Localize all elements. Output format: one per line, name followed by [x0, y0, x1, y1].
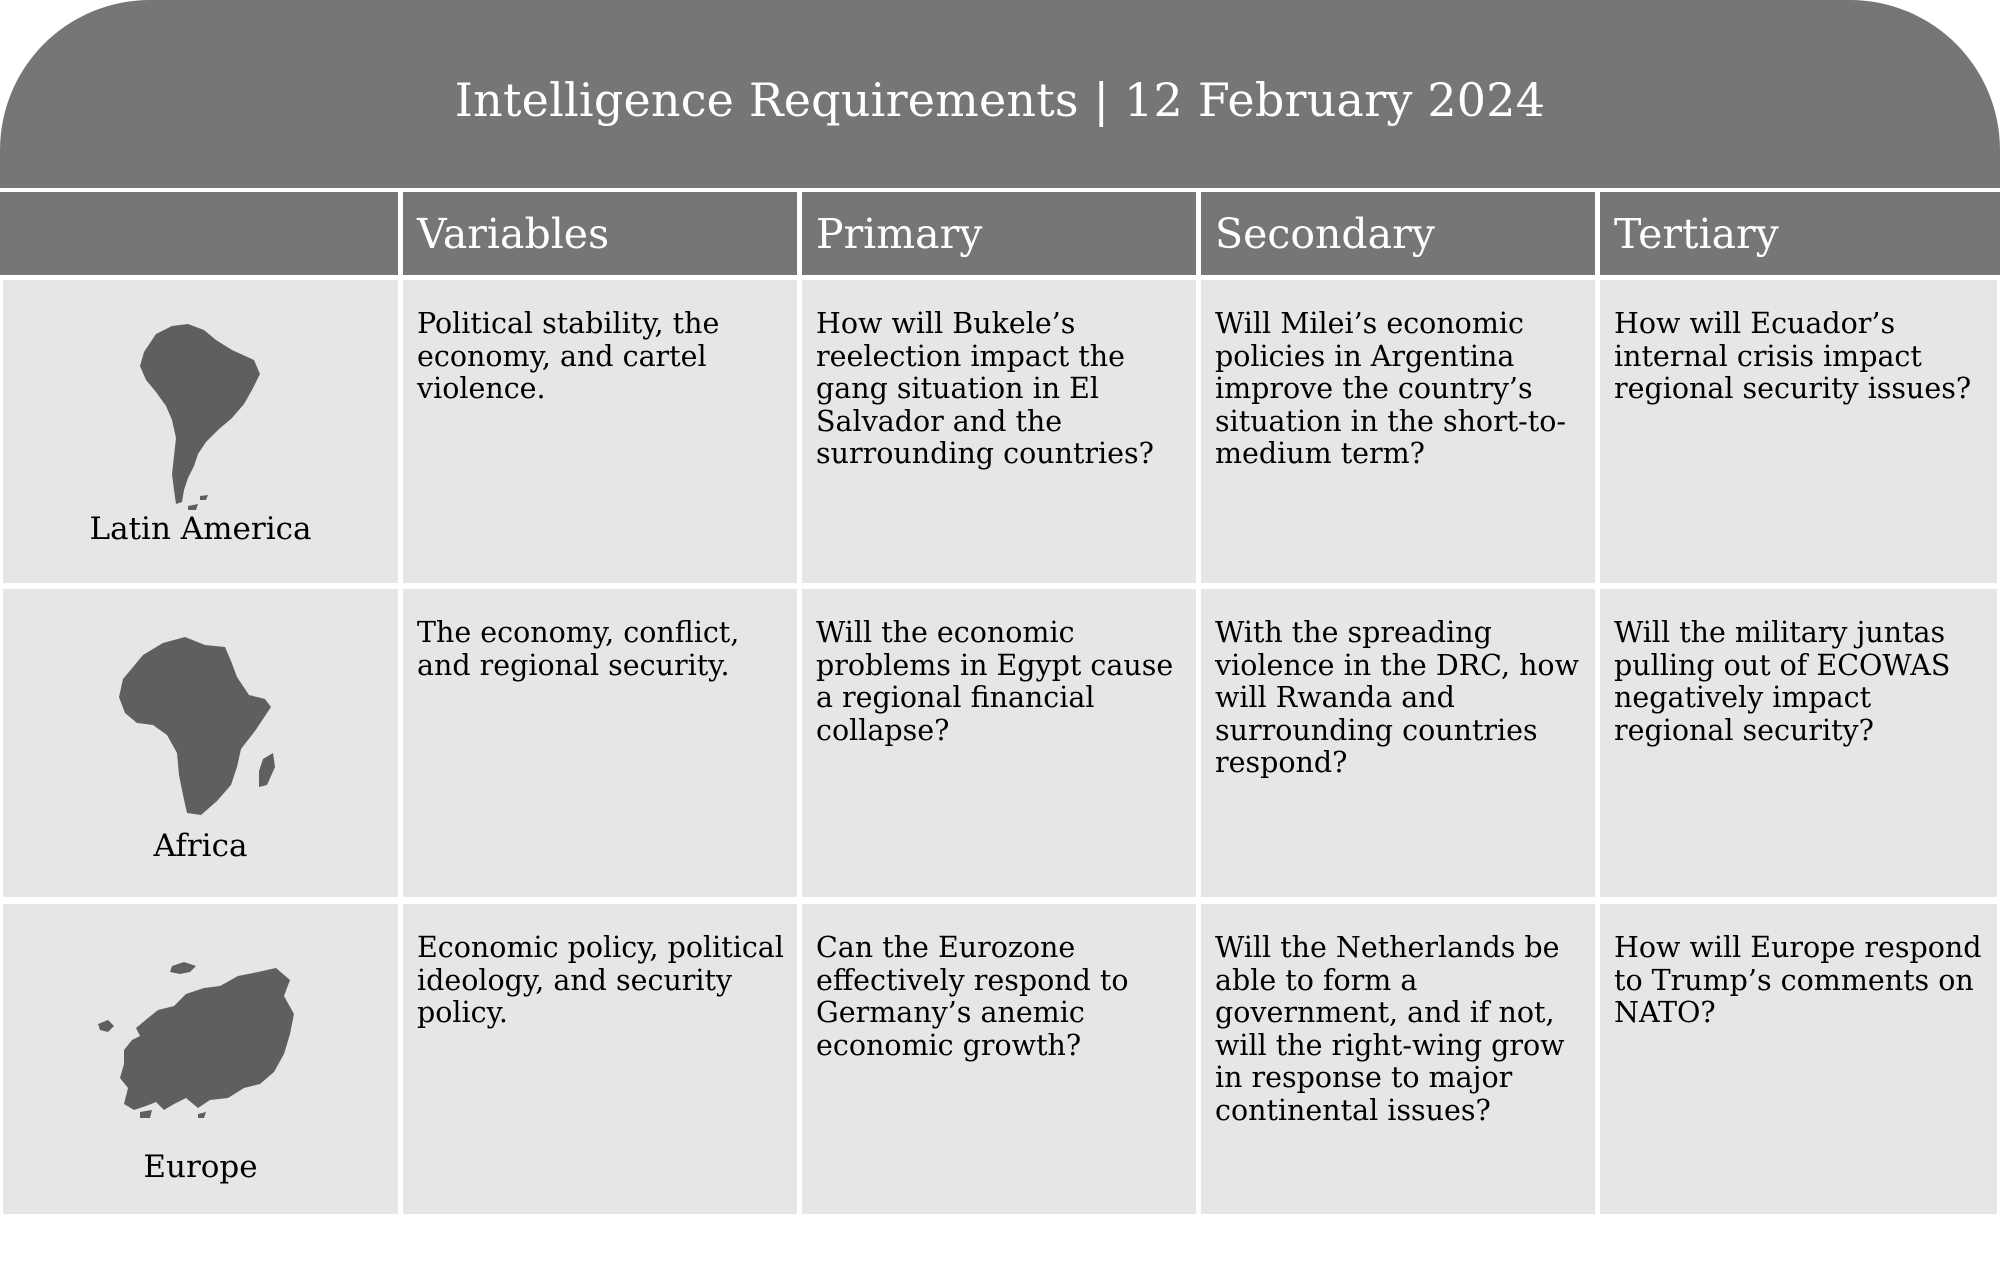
region-label: Latin America: [89, 511, 312, 547]
region-cell-latin-america: [3, 280, 398, 583]
column-header-tertiary: Tertiary: [1600, 192, 2000, 275]
africa-map-icon: [3, 633, 398, 823]
region-cell-africa: [3, 589, 398, 897]
page-title: Intelligence Requirements | 12 February 2024: [454, 73, 1546, 127]
cell-latin-america-primary: How will Bukele’s reelection impact the gang situation in El Salvador and the surrounding countries?: [802, 280, 1196, 583]
region-cell-europe: [3, 904, 398, 1214]
cell-europe-secondary: Will the Netherlands be able to form a government, and if not, will the right-wing grow in response to major continental issues?: [1201, 904, 1595, 1214]
cell-europe-tertiary: How will Europe respond to Trump’s comments on NATO?: [1600, 904, 1997, 1214]
cell-africa-tertiary: Will the military juntas pulling out of ECOWAS negatively impact regional security?: [1600, 589, 1997, 897]
south-america-map-icon: [3, 320, 398, 514]
europe-map-icon: [3, 960, 398, 1124]
cell-europe-primary: Can the Eurozone effectively respond to Germany’s anemic economic growth?: [802, 904, 1196, 1214]
header-corner: [0, 192, 398, 275]
cell-latin-america-tertiary: How will Ecuador’s internal crisis impact regional security issues?: [1600, 280, 1997, 583]
cell-latin-america-secondary: Will Milei’s economic policies in Argentina improve the country’s situation in the short-to-medium term?: [1201, 280, 1595, 583]
region-label: Africa: [153, 828, 248, 864]
column-header-variables: Variables: [403, 192, 797, 275]
cell-africa-variables: The economy, conflict, and regional security.: [403, 589, 797, 897]
column-header-primary: Primary: [802, 192, 1196, 275]
column-header-secondary: Secondary: [1201, 192, 1595, 275]
region-label: Europe: [143, 1149, 258, 1185]
cell-europe-variables: Economic policy, political ideology, and security policy.: [403, 904, 797, 1214]
cell-latin-america-variables: Political stability, the economy, and cartel violence.: [403, 280, 797, 583]
cell-africa-secondary: With the spreading violence in the DRC, how will Rwanda and surrounding countries respond?: [1201, 589, 1595, 897]
title-banner: [0, 0, 2000, 188]
cell-africa-primary: Will the economic problems in Egypt cause a regional financial collapse?: [802, 589, 1196, 897]
